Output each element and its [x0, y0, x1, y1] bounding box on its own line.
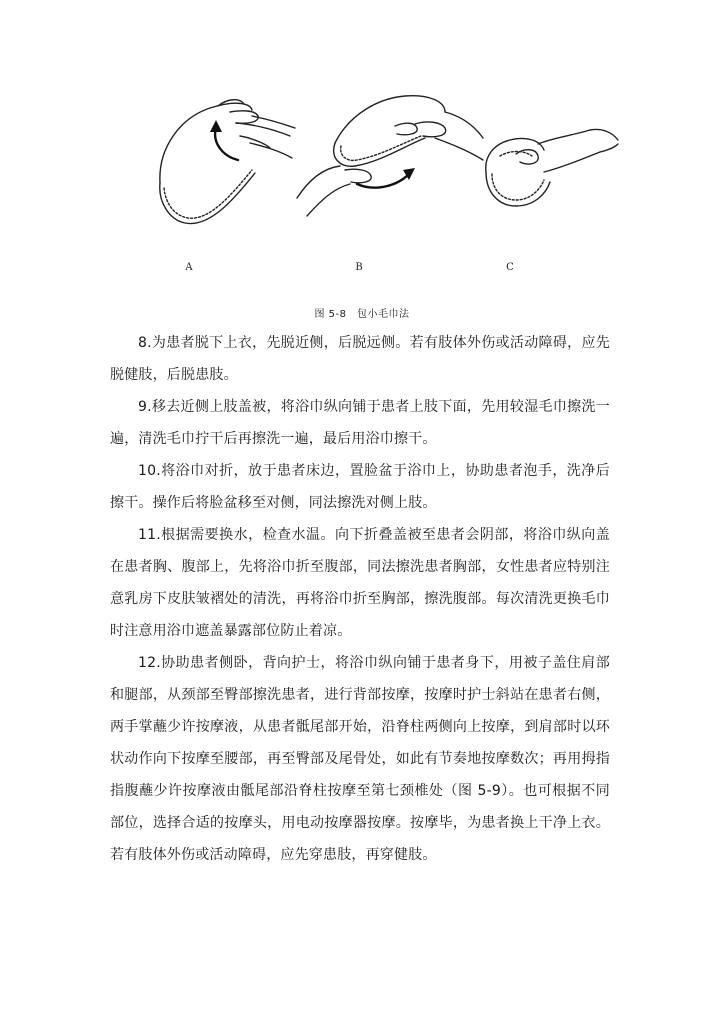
hand-towel-drawing-a: [140, 88, 300, 238]
paragraph-12: 12.协助患者侧卧，背向护士，将浴巾纵向铺于患者身下，用被子盖住肩部和腿部，从颈部至臀部擦洗患者，进行背部按摩，按摩时护士斜站在患者右侧，两手掌蘸少许按摩液，从患者骶尾部开始，沿脊柱两侧向上按摩，到肩部时以环状动作向下按摩至腰部，再至臀部及尾骨处，如此有节奏地按摩数次；再用拇指指腹蘸少许按摩液由骶尾部沿脊柱按摩至第七颈椎处（图 5-9）。也可根据不同部位，选择合适的按摩头，用电动按摩器按摩。按摩毕，为患者换上干净上衣。若有肢体外伤或活动障碍，应先穿患肢，再穿健肢。: [110, 655, 610, 863]
panel-label-a: A: [185, 262, 193, 273]
illustration-panel-a: [140, 88, 300, 238]
paragraph-8: 8.为患者脱下上衣，先脱近侧，后脱远侧。若有肢体外伤或活动障碍，应先脱健肢，后脱患肢。: [110, 335, 610, 383]
figure-caption: 图 5-8 包小毛巾法: [314, 309, 410, 320]
paragraph-10: 10.将浴巾对折，放于患者床边，置脸盆于浴巾上，协助患者泡手，洗净后擦干。操作后将脸盆移至对侧，同法擦洗对侧上肢。: [110, 463, 610, 511]
paragraph-11: 11.根据需要换水，检查水温。向下折叠盖被至患者会阴部，将浴巾纵向盖在患者胸、腹部上，先将浴巾折至腹部，同法擦洗患者胸部，女性患者应特别注意乳房下皮肤皱褶处的清洗，再将浴巾折至胸部，擦洗腹部。每次清洗更换毛巾时注意用浴巾遮盖暴露部位防止着凉。: [110, 527, 610, 639]
hand-towel-drawing-b: [295, 88, 485, 218]
panel-label-b: B: [355, 262, 363, 273]
panel-label-c: C: [506, 262, 514, 273]
hand-towel-drawing-c: [480, 110, 620, 220]
body-text: [110, 327, 610, 871]
paragraph-9: 9.移去近侧上肢盖被，将浴巾纵向铺于患者上肢下面，先用较湿毛巾擦洗一遍，清洗毛巾拧干后再擦洗一遍，最后用浴巾擦干。: [110, 399, 610, 447]
illustration-panel-c: [480, 110, 620, 220]
figure-5-8: [0, 0, 724, 320]
illustration-panel-b: [295, 88, 485, 218]
